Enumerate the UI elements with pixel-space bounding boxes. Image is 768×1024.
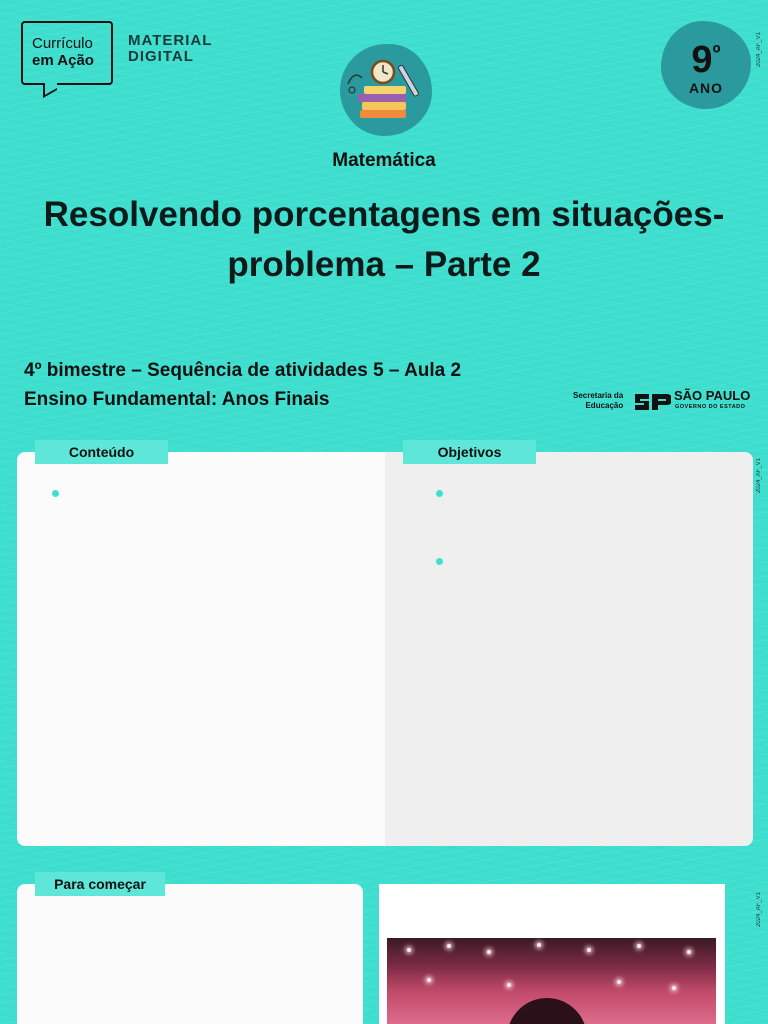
stage-light [407,948,411,952]
conteudo-panel [17,452,387,846]
objetivos-bullet-2 [436,558,443,565]
logo-curriculo-line1: Currículo [32,35,93,52]
bimestre-sequence: 4º bimestre – Sequência de atividades 5 – Aula 2 [24,360,462,381]
secretaria-line2: Educação [585,401,624,410]
logo-curriculo-line2: em Ação [32,52,94,69]
lesson-title-line1: Resolvendo porcentagens em situações- [43,195,725,234]
stage-light [537,943,541,947]
conteudo-bullet [52,490,59,497]
version-tag-middle: 2024_AF_V1 [756,458,762,494]
stage-light [587,948,591,952]
sao-paulo-name: SÃO PAULO [674,388,751,403]
logo-material-line1: MATERIAL [128,32,213,49]
stage-light [617,980,621,984]
stage-light [447,944,451,948]
para-comecar-tab: Para começar [35,872,165,896]
concert-photo [387,938,716,1024]
lesson-title [20,190,748,290]
stage-light [507,983,511,987]
speech-bubble-tail [43,76,57,98]
math-books-clock-illustration [340,44,432,136]
subject-label: Matemática [332,150,436,171]
stage-light [487,950,491,954]
school-level: Ensino Fundamental: Anos Finais [24,389,330,410]
objetivos-bullet-1 [436,490,443,497]
stage-light [427,978,431,982]
year-label: ANO [688,80,724,96]
stage-light [672,986,676,990]
version-tag-top: 2024_AF_V1 [756,32,762,68]
governo-do-estado: GOVERNO DO ESTADO [675,404,746,410]
objetivos-tab: Objetivos [403,440,536,464]
lesson-meta [24,356,461,414]
books-clock-icon [340,44,432,136]
material-digital-logo [128,33,212,65]
conteudo-tab: Conteúdo [35,440,168,464]
curriculo-em-acao-logo [21,21,113,85]
crowd-silhouette [507,998,587,1024]
secretaria-line1: Secretaria da [573,391,624,400]
logo-material-line2: DIGITAL [128,48,194,65]
version-tag-bottom: 2024_AF_V1 [756,892,762,928]
para-comecar-panel [17,884,363,1024]
sp-state-logo-icon [633,390,671,412]
year-badge [661,21,751,109]
year-number: $9^º$ [691,39,721,81]
secretaria-educacao-text [573,391,623,411]
objetivos-panel [385,452,753,846]
stage-light [687,950,691,954]
stage-light [637,944,641,948]
lesson-title-line2: problema – Parte 2 [227,245,541,284]
